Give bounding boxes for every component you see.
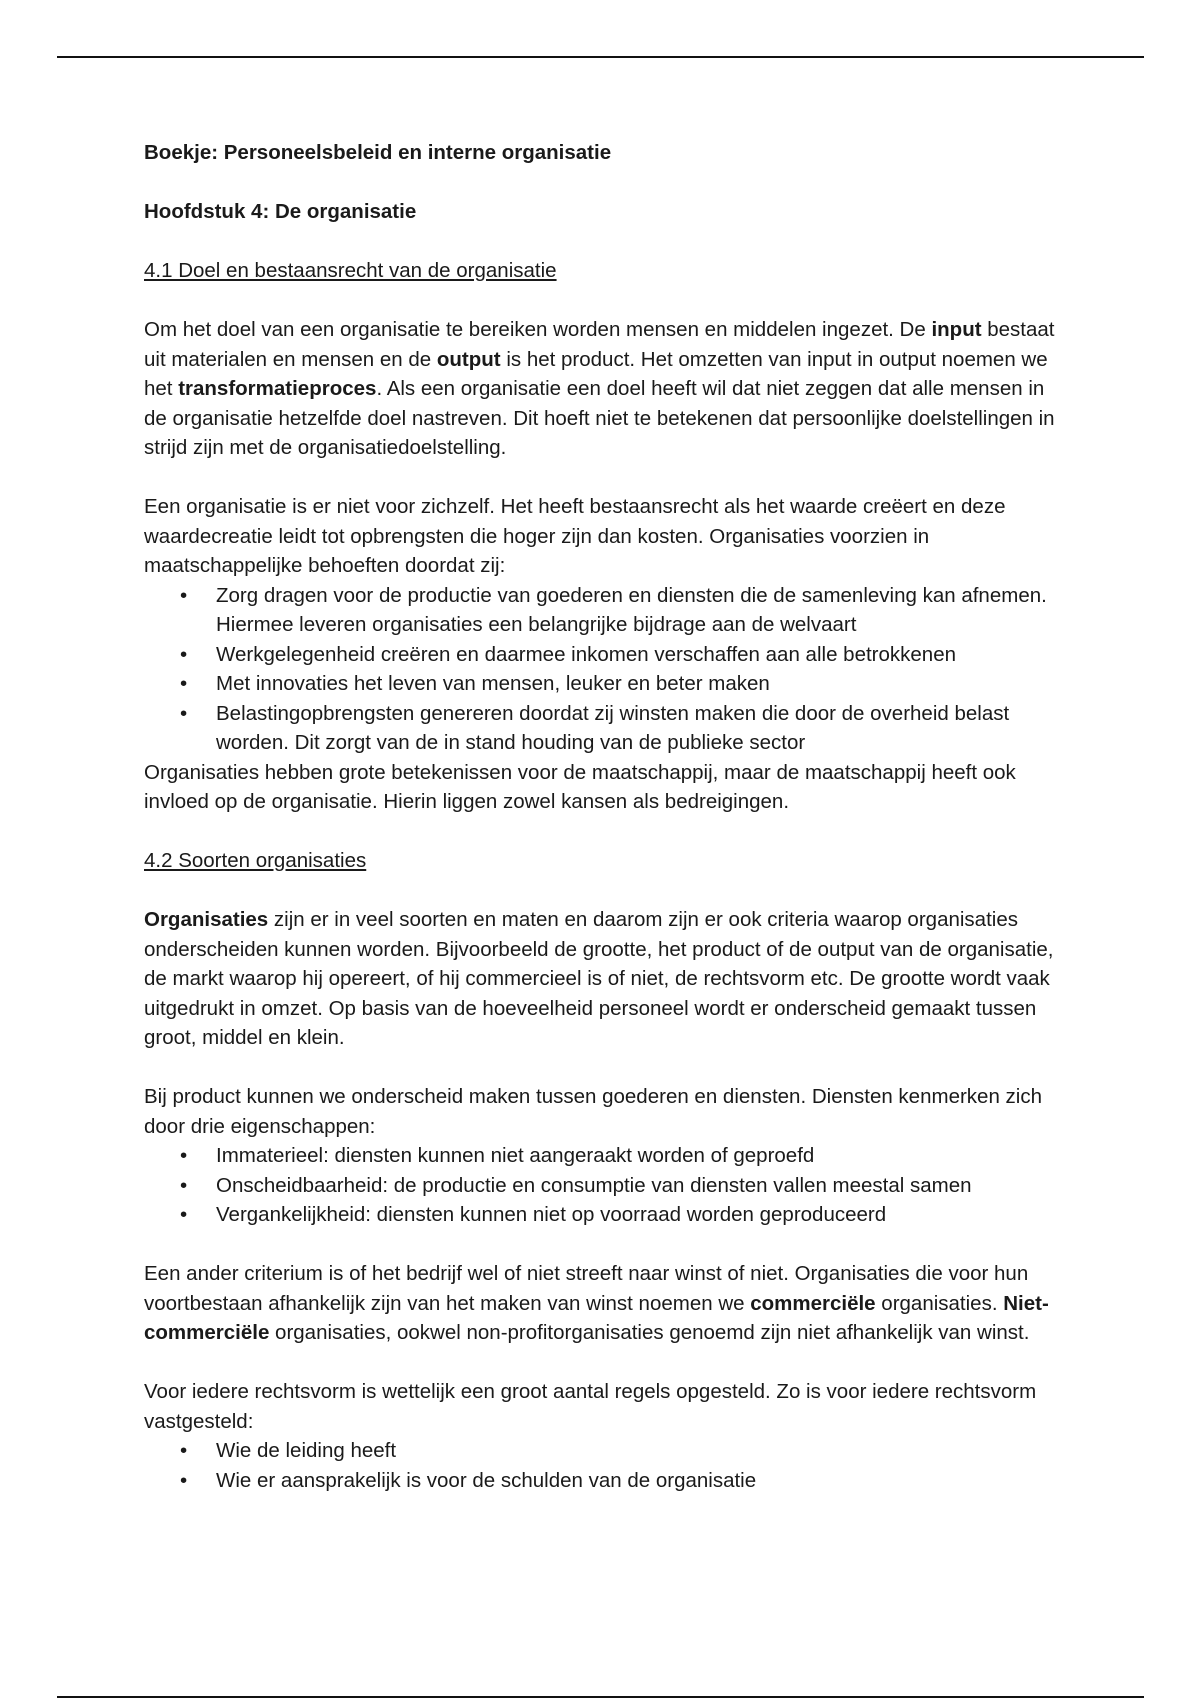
footer-rule (57, 1696, 1144, 1698)
paragraph-diensten: Bij product kunnen we onderscheid maken tussen goederen en diensten. Diensten kenmerken zich door drie eigenschappen: (144, 1085, 1042, 1138)
chapter-title: Hoofdstuk 4: De organisatie (144, 200, 417, 223)
list-item: • Met innovaties het leven van mensen, leuker en beter maken (144, 669, 1064, 699)
paragraph-soorten: Organisaties zijn er in veel soorten en maten en daarom zijn er ook criteria waarop organisaties onderscheiden kunnen worden. Bijvoorbeeld de grootte, het product of de output van de organisatie, de markt waarop hij opereert, of hij commercieel is of niet, de rechtsvorm etc. De grootte wordt vaak uitgedrukt in omzet. Op basis van de hoeveelheid personeel wordt er onderscheid gemaakt tussen groot, middel en klein. (144, 908, 1054, 1049)
paragraph-rechtsvorm: Voor iedere rechtsvorm is wettelijk een groot aantal regels opgesteld. Zo is voor iedere rechtsvorm vastgesteld: (144, 1380, 1037, 1433)
list-item: • Wie de leiding heeft (144, 1436, 1064, 1466)
section-heading-4-1: 4.1 Doel en bestaansrecht van de organisatie (144, 259, 557, 282)
bullet-list-behoeften (144, 581, 1064, 758)
bullet-list-eigenschappen (144, 1141, 1064, 1230)
paragraph-bestaansrecht: Een organisatie is er niet voor zichzelf. Het heeft bestaansrecht als het waarde creëert en deze waardecreatie leidt tot opbrengsten die hoger zijn dan kosten. Organisaties voorzien in maatschappelijke behoeften doordat zij: (144, 495, 1006, 577)
bullet-list-rechtsvorm (144, 1436, 1064, 1495)
list-item: • Belastingopbrengsten genereren doordat zij winsten maken die door de overheid belast worden. Dit zorgt van de in stand houding van de publieke sector (144, 699, 1064, 758)
paragraph-commercieel: Een ander criterium is of het bedrijf wel of niet streeft naar winst of niet. Organisaties die voor hun voortbestaan afhankelijk zijn van het maken van winst noemen we commerciële organisaties. Niet-commerciële organisaties, ookwel non-profitorganisaties genoemd zijn niet afhankelijk van winst. (144, 1262, 1049, 1344)
list-item: • Immaterieel: diensten kunnen niet aangeraakt worden of geproefd (144, 1141, 1064, 1171)
list-item: • Zorg dragen voor de productie van goederen en diensten die de samenleving kan afnemen. Hiermee leveren organisaties een belangrijke bijdrage aan de welvaart (144, 581, 1064, 640)
header-rule (57, 56, 1144, 58)
book-title: Boekje: Personeelsbeleid en interne organisatie (144, 141, 612, 164)
document-body (144, 138, 1064, 1495)
list-item: • Wie er aansprakelijk is voor de schulden van de organisatie (144, 1466, 1064, 1496)
list-item: • Vergankelijkheid: diensten kunnen niet op voorraad worden geproduceerd (144, 1200, 1064, 1230)
list-item: • Werkgelegenheid creëren en daarmee inkomen verschaffen aan alle betrokkenen (144, 640, 1064, 670)
list-item: • Onscheidbaarheid: de productie en consumptie van diensten vallen meestal samen (144, 1171, 1064, 1201)
paragraph-betekenis: Organisaties hebben grote betekenissen voor de maatschappij, maar de maatschappij heeft ook invloed op de organisatie. Hierin liggen zowel kansen als bedreigingen. (144, 760, 1016, 813)
paragraph-input-output: Om het doel van een organisatie te bereiken worden mensen en middelen ingezet. De input bestaat uit materialen en mensen en de output is het product. Het omzetten van input in output noemen we het transformatieproces. Als een organisatie een doel heeft wil dat niet zeggen dat alle mensen in de organisatie hetzelfde doel nastreven. Dit hoeft niet te betekenen dat persoonlijke doelstellingen in strijd zijn met de organisatiedoelstelling. (144, 318, 1055, 459)
section-heading-4-2: 4.2 Soorten organisaties (144, 849, 367, 872)
